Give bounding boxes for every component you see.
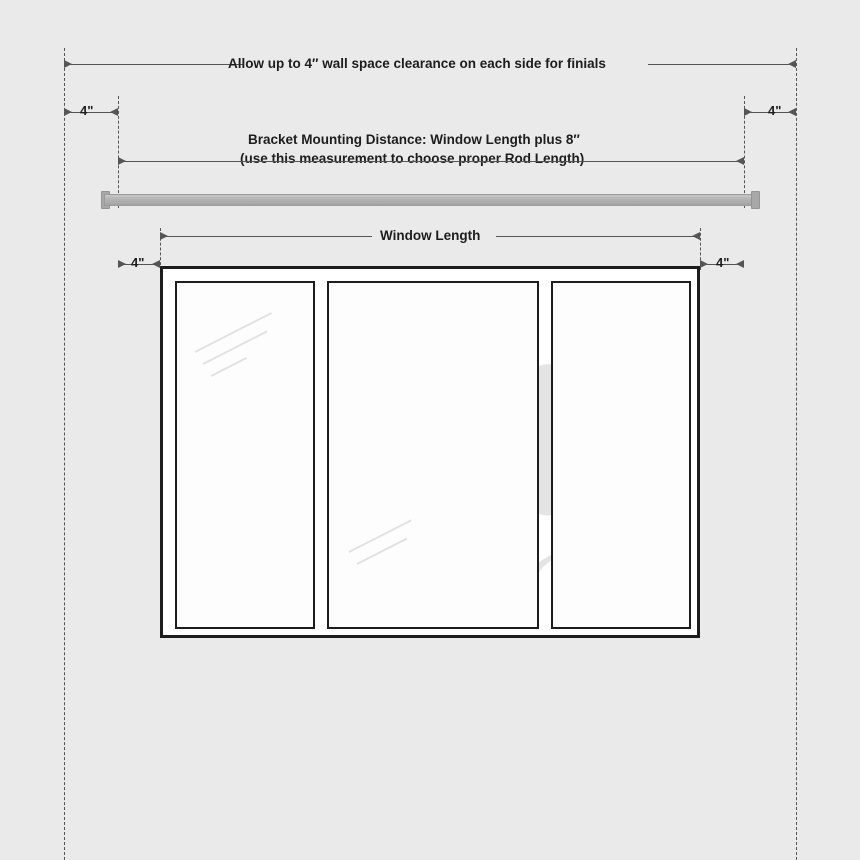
top-dimension-line-right bbox=[648, 64, 796, 65]
clearance-arrow-bottom-right-end bbox=[736, 260, 744, 268]
window-length-label: Window Length bbox=[380, 228, 481, 243]
clearance-label-bottom-right: 4" bbox=[716, 255, 730, 270]
guide-line-inner-left bbox=[118, 96, 119, 208]
clearance-arrow-top-right-end bbox=[788, 108, 796, 116]
window-length-arrow-left bbox=[160, 232, 168, 240]
top-dimension-line-left bbox=[64, 64, 244, 65]
clearance-arrow-top-left-end bbox=[110, 108, 118, 116]
window-length-line-left bbox=[160, 236, 372, 237]
window-frame bbox=[160, 266, 700, 638]
clearance-label-bottom-left: 4" bbox=[131, 255, 145, 270]
clearance-arrow-top-right-start bbox=[744, 108, 752, 116]
clearance-arrow-top-left-start bbox=[64, 108, 72, 116]
window-length-arrow-right bbox=[692, 232, 700, 240]
bracket-distance-label-line2: (use this measurement to choose proper Rod Length) bbox=[240, 151, 585, 166]
window-length-line-right bbox=[496, 236, 700, 237]
guide-line-far-left bbox=[64, 48, 65, 860]
clearance-label-top-left: 4" bbox=[80, 103, 94, 118]
bracket-dimension-arrow-left bbox=[118, 157, 126, 165]
top-dimension-arrow-left bbox=[64, 60, 72, 68]
rod-finial-right bbox=[751, 191, 760, 209]
bracket-distance-label-line1: Bracket Mounting Distance: Window Length plus 8″ bbox=[248, 132, 580, 147]
window-pane-right bbox=[551, 281, 691, 629]
curtain-rod bbox=[104, 194, 757, 206]
clearance-arrow-bottom-right-start bbox=[700, 260, 708, 268]
clearance-label-top-right: 4" bbox=[768, 103, 782, 118]
window-pane-left bbox=[175, 281, 315, 629]
top-clearance-label: Allow up to 4″ wall space clearance on each side for finials bbox=[228, 56, 606, 71]
guide-line-far-right bbox=[796, 48, 797, 860]
bracket-dimension-line bbox=[118, 161, 744, 162]
clearance-arrow-bottom-left-end bbox=[152, 260, 160, 268]
bracket-dimension-arrow-right bbox=[736, 157, 744, 165]
window-pane-center bbox=[327, 281, 539, 629]
top-dimension-arrow-right bbox=[788, 60, 796, 68]
clearance-arrow-bottom-left-start bbox=[118, 260, 126, 268]
